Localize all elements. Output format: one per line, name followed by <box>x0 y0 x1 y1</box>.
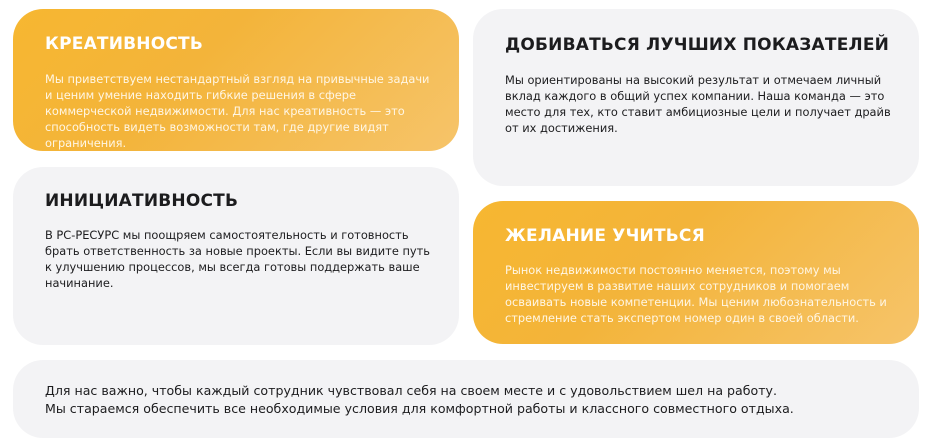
card-summary <box>13 360 919 438</box>
card-results-title: ДОБИВАТЬСЯ ЛУЧШИХ ПОКАЗАТЕЛЕЙ <box>505 35 890 55</box>
card-learning-title: ЖЕЛАНИЕ УЧИТЬСЯ <box>505 226 705 246</box>
card-results-text: Мы ориентированы на высокий результат и отмечаем личный вклад каждого в общий успех компании. Наша команда — это место для тех, кто ставит амбициозные цели и получает драйв от их достижения. <box>505 73 891 135</box>
card-creativity-title: КРЕАТИВНОСТЬ <box>45 34 204 54</box>
card-summary-line-2: Мы стараемся обеспечить все необходимые условия для комфортной работы и классного совместного отдыха. <box>45 401 794 416</box>
card-learning <box>473 201 919 344</box>
card-results <box>473 9 919 186</box>
card-initiative-text: В РС-РЕСУРС мы поощряем самостоятельность и готовность брать ответственность за новые проекты. Если вы видите путь к улучшению процессов, мы всегда готовы поддержать ваше начинание. <box>45 228 430 290</box>
card-creativity <box>13 9 459 151</box>
card-initiative <box>13 167 459 345</box>
card-summary-line-1: Для нас важно, чтобы каждый сотрудник чувствовал себя на своем месте и с удовольствием шел на работу. <box>45 383 778 398</box>
card-creativity-text: Мы приветствуем нестандартный взгляд на привычные задачи и ценим умение находить гибкие решения в сфере коммерческой недвижимости. Для нас креативность — это способность видеть возможности там, где другие видят ограничения. <box>45 72 430 150</box>
card-summary-text <box>45 382 893 418</box>
card-initiative-title: ИНИЦИАТИВНОСТЬ <box>45 191 239 211</box>
card-learning-text: Рынок недвижимости постоянно меняется, поэтому мы инвестируем в развитие наших сотрудников и помогаем осваивать новые компетенции. Мы ценим любознательность и стремление стать экспертом номер один в своей области. <box>505 263 887 325</box>
